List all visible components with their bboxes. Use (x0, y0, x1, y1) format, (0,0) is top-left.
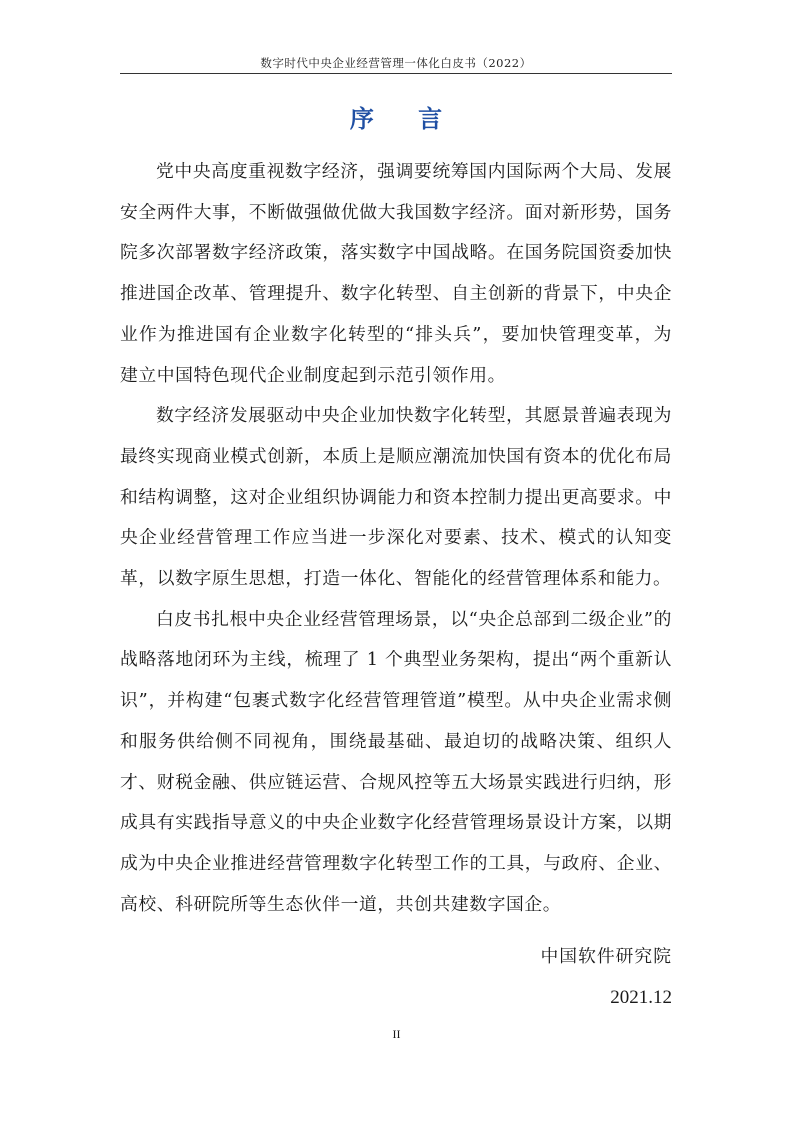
paragraph-2: 数字经济发展驱动中央企业加快数字化转型，其愿景普遍表现为最终实现商业模式创新，本质上是顺应潮流加快国有资本的优化布局和结构调整，这对企业组织协调能力和资本控制力提出更高要求。中央企业经营管理工作应当进一步深化对要素、技术、模式的认知变革，以数字原生思想，打造一体化、智能化的经营管理体系和能力。 (120, 405, 672, 590)
author-signature: 中国软件研究院 (540, 946, 672, 967)
body-text (120, 152, 672, 925)
paragraph-1: 党中央高度重视数字经济，强调要统筹国内国际两个大局、发展安全两件大事，不断做强做优做大我国数字经济。面对新形势，国务院多次部署数字经济政策，落实数字中国战略。在国务院国资委加快推进国企改革、管理提升、数字化转型、自主创新的背景下，中央企业作为推进国有企业数字化转型的“排头兵”，要加快管理变革，为建立中国特色现代企业制度起到示范引领作用。 (120, 161, 672, 386)
publication-date: 2021.12 (610, 987, 672, 1008)
page-title: 序 言 (349, 105, 461, 133)
paragraph-3: 白皮书扎根中央企业经营管理场景，以“央企总部到二级企业”的战略落地闭环为主线，梳理了 1 个典型业务架构，提出“两个重新认识”，并构建“包裹式数字化经营管理管道”模型。从中央企业需求侧和服务供给侧不同视角，围绕最基础、最迫切的战略决策、组织人才、财税金融、供应链运营、合规风控等五大场景实践进行归纳，形成具有实践指导意义的中央企业数字化经营管理场景设计方案，以期成为中央企业推进经营管理数字化转型工作的工具，与政府、企业、高校、科研院所等生态伙伴一道，共创共建数字国企。 (120, 608, 672, 915)
running-header: 数字时代中央企业经营管理一体化白皮书（2022） (260, 56, 532, 70)
header-divider (120, 73, 672, 74)
page-number: II (392, 1027, 401, 1041)
